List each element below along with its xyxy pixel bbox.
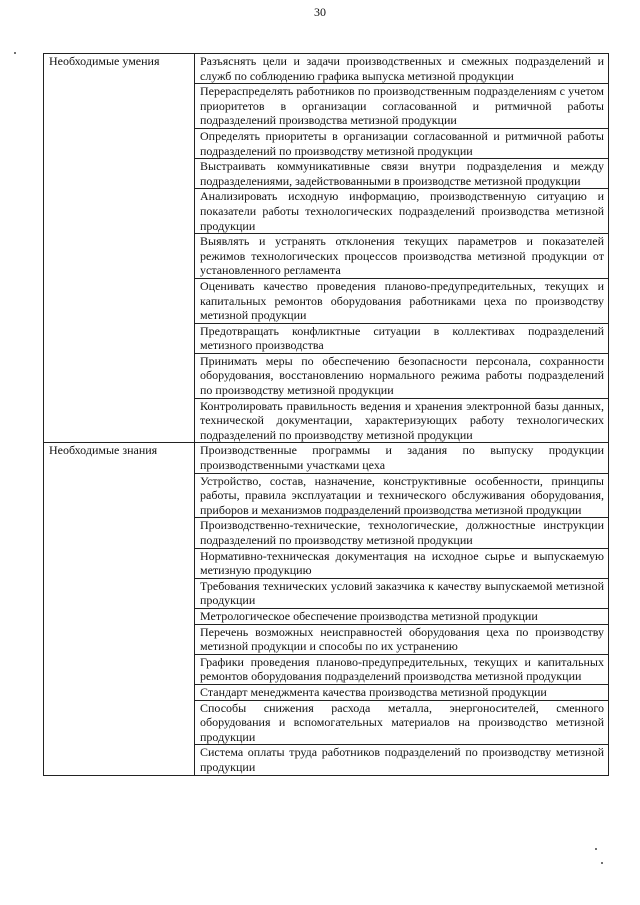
knowledge-item: Способы снижения расхода металла, энергоносителей, сменного оборудования и вспомогательных материалов на производство метизной продукции <box>195 700 609 745</box>
knowledge-item: Нормативно-техническая документация на исходное сырье и выпускаемую метизную продукцию <box>195 548 609 578</box>
table-row <box>44 54 609 84</box>
knowledge-item: Требования технических условий заказчика к качеству выпускаемой метизной продукции <box>195 578 609 608</box>
page-number: 30 <box>314 5 326 19</box>
knowledge-item: Устройство, состав, назначение, конструктивные особенности, принципы работы, правила эксплуатации и технического обслуживания оборудования, приборов и механизмов подразделений производства метизной продукции <box>195 473 609 518</box>
requirements-table <box>43 53 609 776</box>
knowledge-item: Производственно-технические, технологические, должностные инструкции подразделений по производству метизной продукции <box>195 518 609 548</box>
skill-item: Перераспределять работников по производственным подразделениям с учетом приоритетов в организации согласованной и ритмичной работы подразделений производства метизной продукции <box>195 84 609 129</box>
section-label-skills: Необходимые умения <box>44 54 195 443</box>
scan-speck <box>601 862 603 864</box>
section-label-knowledge: Необходимые знания <box>44 443 195 775</box>
skill-item: Принимать меры по обеспечению безопасности персонала, сохранности оборудования, восстановлению нормального режима работы подразделений по производству метизной продукции <box>195 353 609 398</box>
skill-item: Выстраивать коммуникативные связи внутри подразделения и между подразделениями, задействованными в производстве метизной продукции <box>195 159 609 189</box>
knowledge-item: Система оплаты труда работников подразделений по производству метизной продукции <box>195 745 609 775</box>
table-row <box>44 443 609 473</box>
skill-item: Предотвращать конфликтные ситуации в коллективах подразделений метизного производства <box>195 323 609 353</box>
knowledge-item: Перечень возможных неисправностей оборудования цеха по производству метизной продукции и способы по их устранению <box>195 624 609 654</box>
knowledge-item: Производственные программы и задания по выпуску продукции производственными участками цеха <box>195 443 609 473</box>
knowledge-item: Графики проведения планово-предупредительных, текущих и капитальных ремонтов оборудования подразделений производства метизной продукции <box>195 654 609 684</box>
skill-item: Разъяснять цели и задачи производственных и смежных подразделений и служб по соблюдению графика выпуска метизной продукции <box>195 54 609 84</box>
skill-item: Определять приоритеты в организации согласованной и ритмичной работы подразделений по производству метизной продукции <box>195 128 609 158</box>
skill-item: Контролировать правильность ведения и хранения электронной базы данных, технической документации, характеризующих работу технологических подразделений по производству метизной продукции <box>195 398 609 443</box>
knowledge-item: Метрологическое обеспечение производства метизной продукции <box>195 608 609 624</box>
skill-item: Анализировать исходную информацию, производственную ситуацию и показатели работы технологических подразделений производства метизной продукции <box>195 189 609 234</box>
skill-item: Оценивать качество проведения планово-предупредительных, текущих и капитальных ремонтов оборудования работниками цеха по производству метизной продукции <box>195 278 609 323</box>
scan-speck <box>595 848 597 850</box>
skill-item: Выявлять и устранять отклонения текущих параметров и показателей режимов технологических процессов производства метизной продукции от установленного регламента <box>195 234 609 279</box>
scan-speck <box>14 52 16 54</box>
knowledge-item: Стандарт менеджмента качества производства метизной продукции <box>195 684 609 700</box>
